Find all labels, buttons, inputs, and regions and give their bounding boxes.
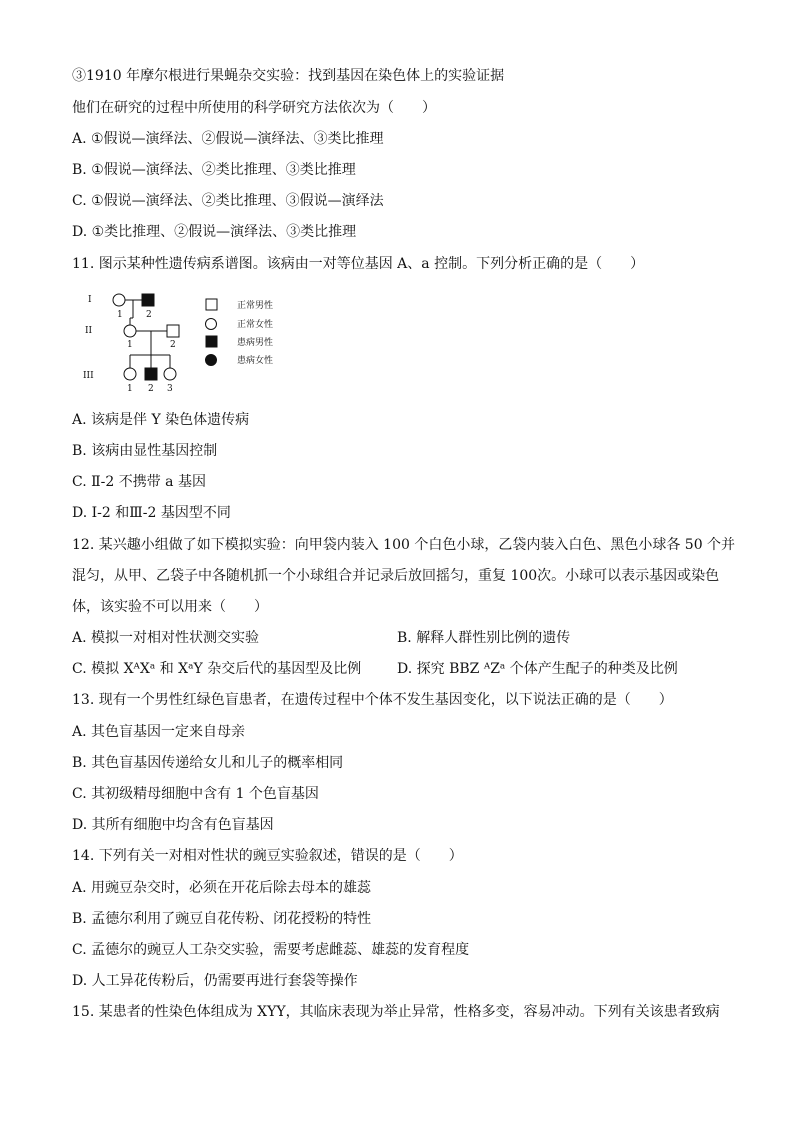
num-II-1: 1 <box>127 340 133 350</box>
q13-option-b: B. 其色盲基因传递给女儿和儿子的概率相同 <box>72 755 344 771</box>
pedigree-III-1 <box>124 368 136 380</box>
q15-stem: 15. 某患者的性染色体组成为 XYY，其临床表现为举止异常，性格多变，容易冲动。下列有关该患者致病 <box>72 1004 720 1020</box>
num-III-3: 3 <box>167 384 173 394</box>
question-stem: 他们在研究的过程中所使用的科学研究方法依次为（ ） <box>72 100 436 116</box>
q11-option-b: B. 该病由显性基因控制 <box>72 443 218 459</box>
q14-option-b: B. 孟德尔利用了豌豆自花传粉、闭花授粉的特性 <box>72 911 372 927</box>
pedigree-I-1 <box>113 294 125 306</box>
q14-stem: 14. 下列有关一对相对性状的豌豆实验叙述，错误的是（ ） <box>72 848 463 864</box>
q13-option-a: A. 其色盲基因一定来自母亲 <box>72 724 246 740</box>
q14-option-d: D. 人工异花传粉后，仍需要再进行套袋等操作 <box>72 973 358 989</box>
q12-stem-line-3: 体，该实验不可以用来（ ） <box>72 599 268 615</box>
num-III-1: 1 <box>127 384 133 394</box>
q13-option-c: C. 其初级精母细胞中含有 1 个色盲基因 <box>72 786 319 802</box>
q14-option-a: A. 用豌豆杂交时，必须在开花后除去母本的雄蕊 <box>72 880 372 896</box>
legend-normal-male-icon <box>206 299 217 310</box>
q12-option-d: D. 探究 BBZ ᴬZᵃ 个体产生配子的种类及比例 <box>397 661 678 677</box>
option-a: A. ①假说—演绎法、②假说—演绎法、③类比推理 <box>72 131 384 147</box>
q12-option-c: C. 模拟 XᴬXᵃ 和 XᵃY 杂交后代的基因型及比例 <box>72 661 362 677</box>
q13-stem: 13. 现有一个男性红绿色盲患者，在遗传过程中个体不发生基因变化，以下说法正确的是（ ） <box>72 692 673 708</box>
q11-option-d: D. Ⅰ-2 和Ⅲ-2 基因型不同 <box>72 505 231 521</box>
legend-affected-male: 患病男性 <box>237 338 274 348</box>
gen-label-III: III <box>83 371 94 381</box>
legend-affected-male-icon <box>206 336 217 347</box>
pedigree-chart <box>80 288 310 398</box>
q11-option-c: C. Ⅱ-2 不携带 a 基因 <box>72 474 206 490</box>
pedigree-II-2 <box>167 325 179 337</box>
option-c: C. ①假说—演绎法、②类比推理、③假说—演绎法 <box>72 193 384 209</box>
text-line: ③1910 年摩尔根进行果蝇杂交实验：找到基因在染色体上的实验证据 <box>72 68 505 84</box>
q12-option-a: A. 模拟一对相对性状测交实验 <box>72 630 260 646</box>
q14-option-c: C. 孟德尔的豌豆人工杂交实验，需要考虑雌蕊、雄蕊的发育程度 <box>72 942 470 958</box>
pedigree-III-2 <box>145 368 157 380</box>
q12-stem-line-2: 混匀，从甲、乙袋子中各随机抓一个小球组合并记录后放回摇匀，重复 100次。小球可以表示基因或染色 <box>72 568 720 584</box>
legend-normal-male: 正常男性 <box>237 301 274 311</box>
question-11-stem: 11. 图示某种性遗传病系谱图。该病由一对等位基因 A、a 控制。下列分析正确的是（ ） <box>72 256 645 272</box>
legend-affected-female-icon <box>206 355 217 366</box>
legend-normal-female-icon <box>206 319 217 330</box>
pedigree-III-3 <box>164 368 176 380</box>
gen-label-II: II <box>85 326 93 336</box>
q12-stem-line-1: 12. 某兴趣小组做了如下模拟实验：向甲袋内装入 100 个白色小球，乙袋内装入白色、黑色小球各 50 个并 <box>72 537 736 553</box>
q11-option-a: A. 该病是伴 Y 染色体遗传病 <box>72 412 250 428</box>
pedigree-I-2 <box>142 294 154 306</box>
q13-option-d: D. 其所有细胞中均含有色盲基因 <box>72 817 274 833</box>
num-II-2: 2 <box>170 340 176 350</box>
option-b: B. ①假说—演绎法、②类比推理、③类比推理 <box>72 162 356 178</box>
num-III-2: 2 <box>148 384 154 394</box>
gen-label-I: I <box>88 295 92 305</box>
q12-option-b: B. 解释人群性别比例的遗传 <box>397 630 571 646</box>
num-I-2: 2 <box>146 310 152 320</box>
legend-normal-female: 正常女性 <box>237 320 274 330</box>
pedigree-II-1 <box>124 325 136 337</box>
legend-affected-female: 患病女性 <box>237 356 274 366</box>
option-d: D. ①类比推理、②假说—演绎法、③类比推理 <box>72 224 357 240</box>
num-I-1: 1 <box>117 310 123 320</box>
